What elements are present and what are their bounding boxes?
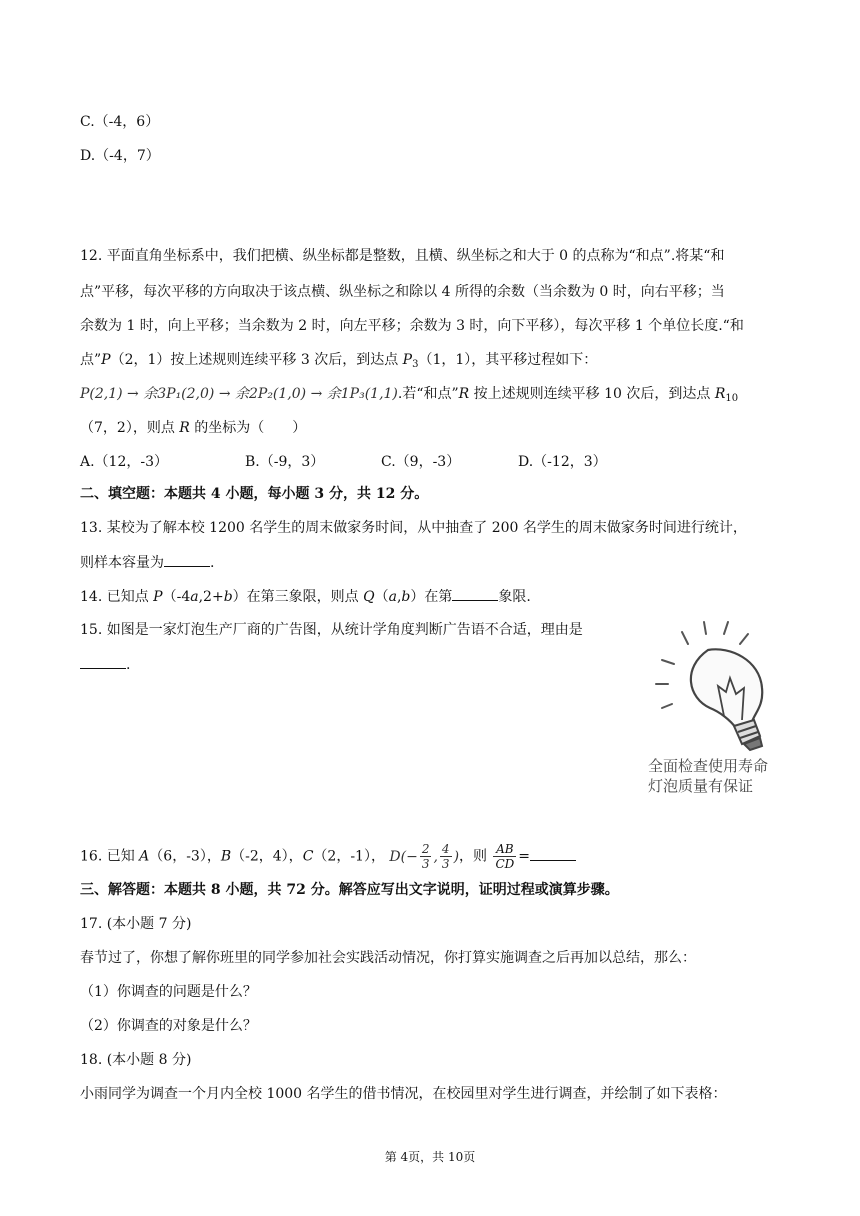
ab-over-cd-fraction: $\frac{AB}{CD}$ — [495, 842, 515, 871]
q12-line-4: 点”P（2，1）按上述规则连续平移 3 次后，到达点 $P_3(1$，1），其平移过程如下： — [80, 352, 598, 370]
q17-sub-1: （1）你调查的问题是什么？ — [80, 984, 257, 1000]
lightbulb-illustration — [648, 612, 788, 757]
q12-option-a: A.（12，-3） — [80, 454, 169, 470]
q11-option-c: C.（-4，6） — [80, 114, 160, 130]
q12-line-3: 余数为 1 时，向上平移；当余数为 2 时，向左平移；余数为 3 时，向下平移），每次平移 1 个单位长度.“和 — [80, 318, 744, 334]
fraction: $\frac{2}{3}$ — [421, 842, 430, 871]
ray-line — [740, 634, 748, 644]
q12-option-c: C.（9，-3） — [381, 454, 461, 470]
answer-blank — [80, 654, 126, 669]
q12-line-6: （7，2），则点 R 的坐标为（ ） — [80, 420, 307, 436]
ray-line — [704, 622, 706, 634]
q12-line-2: 点”平移，每次平移的方向取决于该点横、纵坐标之和除以 4 所得的余数（当余数为 0 时，向右平移；当 — [80, 284, 725, 300]
ray-line — [662, 660, 674, 664]
q14-line: 14. 已知点 P（-4a,2+b）在第三象限，则点 Q（a,b）在第 象限. — [80, 586, 531, 607]
q11-option-d: D.（-4，7） — [80, 148, 160, 164]
q17-line-1: 春节过了，你想了解你班里的同学参加社会实践活动情况，你打算实施调查之后再加以总结，那么： — [80, 950, 696, 966]
section-2-heading: 二、填空题：本题共 4 小题，每小题 3 分，共 12 分。 — [80, 486, 429, 502]
point-d-expression: D(− $\frac{2}{3}$ , $\frac{4}{3}$ ) — [389, 842, 460, 871]
q17-sub-2: （2）你调查的对象是什么？ — [80, 1018, 257, 1034]
translation-formula: P(2,1) → 余3P₁(2,0) → 余2P₂(1,0) → 余1P₃(1,1) — [80, 386, 398, 402]
answer-blank — [164, 552, 210, 567]
ad-caption-line-1: 全面检查使用寿命 — [648, 757, 769, 775]
q15-line-1: 15. 如图是一家灯泡生产厂商的广告图，从统计学角度判断广告语不合适，理由是 — [80, 622, 583, 638]
q17-title: 17. (本小题 7 分) — [80, 916, 192, 932]
q18-title: 18. (本小题 8 分) — [80, 1052, 192, 1068]
section-3-heading: 三、解答题：本题共 8 小题，共 72 分。解答应写出文字说明，证明过程或演算步骤。 — [80, 882, 619, 898]
page-footer: 第 4页，共 10页 — [384, 1150, 476, 1164]
q13-line-2: 则样本容量为 . — [80, 552, 214, 573]
fraction: $\frac{4}{3}$ — [441, 842, 450, 871]
q18-line-1: 小雨同学为调查一个月内全校 1000 名学生的借书情况，在校园里对学生进行调查，并绘制了如下表格： — [80, 1086, 727, 1102]
answer-blank — [530, 846, 576, 861]
ray-line — [682, 632, 688, 644]
q15-line-2: . — [80, 654, 130, 675]
ad-caption-line-2: 灯泡质量有保证 — [648, 777, 754, 795]
q12-line-1: 12. 平面直角坐标系中，我们把横、纵坐标都是整数，且横、纵坐标之和大于 0 的点称为“和点”.将某“和 — [80, 248, 725, 264]
answer-blank — [452, 586, 498, 601]
ray-line — [662, 704, 672, 708]
q12-option-b: B.（-9，3） — [245, 454, 325, 470]
ray-line — [724, 622, 728, 634]
q12-option-d: D.（-12，3） — [518, 454, 607, 470]
q13-line-1: 13. 某校为了解本校 1200 名学生的周末做家务时间，从中抽查了 200 名学生的周末做家务时间进行统计， — [80, 520, 747, 536]
q12-line-5: P(2,1) → 余3P₁(2,0) → 余2P₂(1,0) → 余1P₃(1,1).若“和点”R 按上述规则连续平移 10 次后，到达点 $R_{10}$ — [80, 386, 739, 404]
q16-line: 16. 已知 A（6，-3），B（-2，4），C（2，-1）， D(− $\frac{2}{3}$ , $\frac{4}{3}$ )，则 $\frac{AB}{CD}$ = — [80, 842, 576, 871]
